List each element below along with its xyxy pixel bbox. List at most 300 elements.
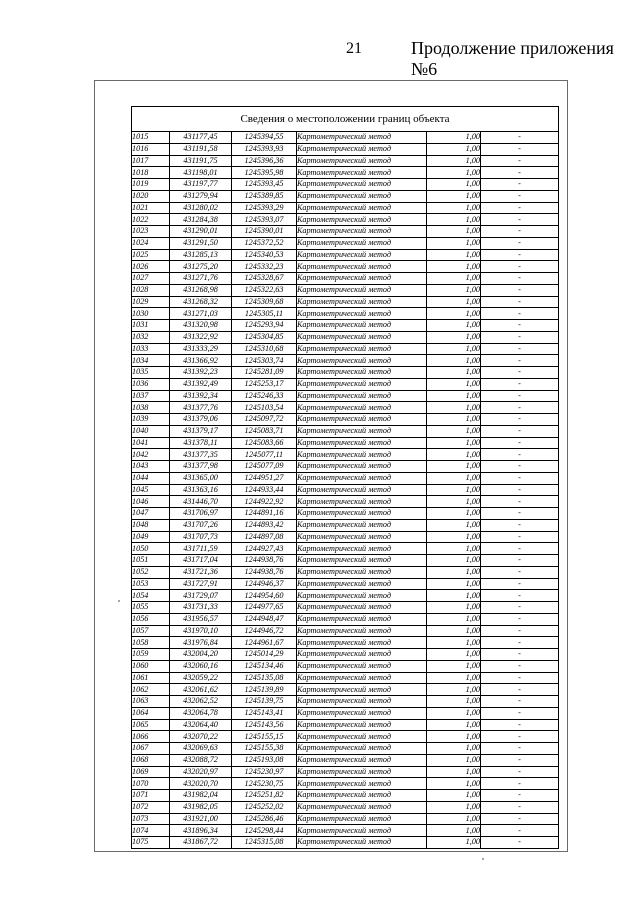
table-row [132,496,559,508]
coordinate-y-cell: 1245251,82 [232,790,297,802]
table-row [132,707,559,719]
precision-cell: 1,00 [427,402,481,414]
coordinate-x-cell: 431320,98 [170,320,232,332]
precision-cell: 1,00 [427,320,481,332]
precision-cell: 1,00 [427,143,481,155]
table-row [132,414,559,426]
point-number-cell: 1027 [132,273,170,285]
method-cell: Картометрический метод [297,672,427,684]
point-number-cell: 1058 [132,637,170,649]
precision-cell: 1,00 [427,261,481,273]
coordinate-y-cell: 1244933,44 [232,484,297,496]
table-row [132,390,559,402]
table-row [132,273,559,285]
table-row [132,449,559,461]
coordinate-x-cell: 432069,63 [170,743,232,755]
coordinate-x-cell: 431290,01 [170,226,232,238]
coordinate-x-cell: 431177,45 [170,132,232,144]
table-row [132,202,559,214]
note-cell: - [481,613,559,625]
table-body [132,132,559,849]
precision-cell: 1,00 [427,167,481,179]
method-cell: Картометрический метод [297,331,427,343]
point-number-cell: 1033 [132,343,170,355]
method-cell: Картометрический метод [297,754,427,766]
note-cell: - [481,496,559,508]
point-number-cell: 1028 [132,284,170,296]
coordinate-x-cell: 432020,70 [170,778,232,790]
coordinate-y-cell: 1245322,63 [232,284,297,296]
point-number-cell: 1074 [132,825,170,837]
point-number-cell: 1030 [132,308,170,320]
point-number-cell: 1048 [132,519,170,531]
method-cell: Картометрический метод [297,731,427,743]
point-number-cell: 1060 [132,660,170,672]
coordinate-y-cell: 1245103,54 [232,402,297,414]
coordinate-y-cell: 1245083,71 [232,425,297,437]
method-cell: Картометрический метод [297,167,427,179]
method-cell: Картометрический метод [297,508,427,520]
table-row [132,437,559,449]
method-cell: Картометрический метод [297,284,427,296]
point-number-cell: 1029 [132,296,170,308]
note-cell: - [481,132,559,144]
note-cell: - [481,202,559,214]
method-cell: Картометрический метод [297,226,427,238]
coordinate-x-cell: 431729,07 [170,590,232,602]
note-cell: - [481,566,559,578]
coordinate-y-cell: 1245139,75 [232,696,297,708]
point-number-cell: 1036 [132,378,170,390]
coordinate-x-cell: 432070,22 [170,731,232,743]
note-cell: - [481,519,559,531]
coordinate-y-cell: 1244954,60 [232,590,297,602]
note-cell: - [481,449,559,461]
method-cell: Картометрический метод [297,496,427,508]
coordinate-y-cell: 1245252,02 [232,801,297,813]
precision-cell: 1,00 [427,390,481,402]
method-cell: Картометрический метод [297,343,427,355]
point-number-cell: 1054 [132,590,170,602]
table-row [132,813,559,825]
precision-cell: 1,00 [427,719,481,731]
table-row [132,284,559,296]
method-cell: Картометрический метод [297,566,427,578]
method-cell: Картометрический метод [297,414,427,426]
precision-cell: 1,00 [427,484,481,496]
note-cell: - [481,214,559,226]
precision-cell: 1,00 [427,555,481,567]
coordinate-y-cell: 1245309,68 [232,296,297,308]
method-cell: Картометрический метод [297,707,427,719]
coordinate-x-cell: 432060,16 [170,660,232,672]
point-number-cell: 1015 [132,132,170,144]
page-number: 21 [346,40,362,57]
note-cell: - [481,719,559,731]
coordinate-y-cell: 1245281,09 [232,367,297,379]
table-row [132,637,559,649]
point-number-cell: 1070 [132,778,170,790]
note-cell: - [481,367,559,379]
point-number-cell: 1034 [132,355,170,367]
method-cell: Картометрический метод [297,472,427,484]
method-cell: Картометрический метод [297,390,427,402]
point-number-cell: 1026 [132,261,170,273]
note-cell: - [481,778,559,790]
coordinate-x-cell: 431711,59 [170,543,232,555]
point-number-cell: 1069 [132,766,170,778]
note-cell: - [481,837,559,849]
note-cell: - [481,696,559,708]
note-cell: - [481,320,559,332]
coordinate-x-cell: 431392,23 [170,367,232,379]
coordinate-y-cell: 1245293,94 [232,320,297,332]
method-cell: Картометрический метод [297,801,427,813]
note-cell: - [481,602,559,614]
precision-cell: 1,00 [427,472,481,484]
coordinate-x-cell: 431198,01 [170,167,232,179]
coordinate-x-cell: 431275,20 [170,261,232,273]
coordinate-x-cell: 431271,76 [170,273,232,285]
note-cell: - [481,355,559,367]
precision-cell: 1,00 [427,308,481,320]
precision-cell: 1,00 [427,355,481,367]
table-row [132,214,559,226]
precision-cell: 1,00 [427,367,481,379]
point-number-cell: 1037 [132,390,170,402]
coordinate-y-cell: 1244977,65 [232,602,297,614]
note-cell: - [481,402,559,414]
note-cell: - [481,754,559,766]
note-cell: - [481,261,559,273]
method-cell: Картометрический метод [297,555,427,567]
note-cell: - [481,414,559,426]
method-cell: Картометрический метод [297,719,427,731]
point-number-cell: 1059 [132,649,170,661]
coordinate-x-cell: 431191,58 [170,143,232,155]
coordinate-y-cell: 1244897,08 [232,531,297,543]
coordinate-y-cell: 1245305,11 [232,308,297,320]
table-row [132,531,559,543]
method-cell: Картометрический метод [297,179,427,191]
coordinate-y-cell: 1245193,08 [232,754,297,766]
note-cell: - [481,143,559,155]
note-cell: - [481,660,559,672]
precision-cell: 1,00 [427,672,481,684]
coordinate-x-cell: 431366,92 [170,355,232,367]
coordinate-y-cell: 1245304,85 [232,331,297,343]
precision-cell: 1,00 [427,766,481,778]
note-cell: - [481,249,559,261]
precision-cell: 1,00 [427,496,481,508]
method-cell: Картометрический метод [297,837,427,849]
table-row [132,519,559,531]
method-cell: Картометрический метод [297,296,427,308]
point-number-cell: 1061 [132,672,170,684]
point-number-cell: 1056 [132,613,170,625]
method-cell: Картометрический метод [297,602,427,614]
coordinate-x-cell: 432064,40 [170,719,232,731]
coordinate-y-cell: 1245393,45 [232,179,297,191]
coordinate-x-cell: 431982,04 [170,790,232,802]
coordinate-x-cell: 432064,78 [170,707,232,719]
note-cell: - [481,296,559,308]
scan-speck [482,858,484,860]
coordinate-x-cell: 431731,33 [170,602,232,614]
table-row [132,343,559,355]
precision-cell: 1,00 [427,449,481,461]
table-row [132,566,559,578]
coordinate-y-cell: 1245014,29 [232,649,297,661]
point-number-cell: 1046 [132,496,170,508]
precision-cell: 1,00 [427,437,481,449]
precision-cell: 1,00 [427,531,481,543]
precision-cell: 1,00 [427,414,481,426]
table-row [132,754,559,766]
point-number-cell: 1050 [132,543,170,555]
coordinate-y-cell: 1245155,38 [232,743,297,755]
precision-cell: 1,00 [427,202,481,214]
table-row [132,613,559,625]
note-cell: - [481,472,559,484]
precision-cell: 1,00 [427,273,481,285]
precision-cell: 1,00 [427,754,481,766]
coordinate-y-cell: 1245332,23 [232,261,297,273]
table-row [132,237,559,249]
table-row [132,801,559,813]
table-row [132,425,559,437]
note-cell: - [481,237,559,249]
precision-cell: 1,00 [427,684,481,696]
coordinate-x-cell: 431378,11 [170,437,232,449]
coordinate-y-cell: 1244891,16 [232,508,297,520]
coordinate-y-cell: 1244961,67 [232,637,297,649]
point-number-cell: 1045 [132,484,170,496]
method-cell: Картометрический метод [297,637,427,649]
method-cell: Картометрический метод [297,743,427,755]
point-number-cell: 1053 [132,578,170,590]
point-number-cell: 1072 [132,801,170,813]
note-cell: - [481,707,559,719]
table-row [132,143,559,155]
table-row [132,543,559,555]
note-cell: - [481,543,559,555]
table-row [132,378,559,390]
coordinate-y-cell: 1244893,42 [232,519,297,531]
table-row [132,367,559,379]
coordinate-y-cell: 1245315,08 [232,837,297,849]
note-cell: - [481,801,559,813]
table-title: Сведения о местоположении границ объекта [132,107,559,132]
point-number-cell: 1065 [132,719,170,731]
point-number-cell: 1042 [132,449,170,461]
point-number-cell: 1035 [132,367,170,379]
table-row [132,555,559,567]
point-number-cell: 1068 [132,754,170,766]
table-row [132,625,559,637]
point-number-cell: 1032 [132,331,170,343]
point-number-cell: 1047 [132,508,170,520]
method-cell: Картометрический метод [297,355,427,367]
table-row [132,132,559,144]
table-row [132,261,559,273]
coordinate-y-cell: 1244927,43 [232,543,297,555]
precision-cell: 1,00 [427,637,481,649]
coordinate-y-cell: 1245303,74 [232,355,297,367]
note-cell: - [481,343,559,355]
coordinate-y-cell: 1245286,46 [232,813,297,825]
note-cell: - [481,226,559,238]
table-row [132,461,559,473]
precision-cell: 1,00 [427,519,481,531]
table-row [132,308,559,320]
point-number-cell: 1024 [132,237,170,249]
coordinate-x-cell: 431976,84 [170,637,232,649]
coordinate-x-cell: 431867,72 [170,837,232,849]
precision-cell: 1,00 [427,190,481,202]
coordinate-x-cell: 431717,04 [170,555,232,567]
coordinate-x-cell: 431896,34 [170,825,232,837]
method-cell: Картометрический метод [297,202,427,214]
point-number-cell: 1039 [132,414,170,426]
coordinate-y-cell: 1244922,92 [232,496,297,508]
point-number-cell: 1025 [132,249,170,261]
precision-cell: 1,00 [427,249,481,261]
coordinate-x-cell: 431279,94 [170,190,232,202]
note-cell: - [481,508,559,520]
coordinate-y-cell: 1245328,67 [232,273,297,285]
method-cell: Картометрический метод [297,261,427,273]
table-row [132,249,559,261]
precision-cell: 1,00 [427,778,481,790]
note-cell: - [481,766,559,778]
coordinate-x-cell: 431379,06 [170,414,232,426]
precision-cell: 1,00 [427,743,481,755]
precision-cell: 1,00 [427,226,481,238]
note-cell: - [481,179,559,191]
note-cell: - [481,531,559,543]
table-row [132,190,559,202]
coordinate-y-cell: 1245393,07 [232,214,297,226]
coordinate-y-cell: 1245230,97 [232,766,297,778]
note-cell: - [481,425,559,437]
note-cell: - [481,672,559,684]
note-cell: - [481,378,559,390]
precision-cell: 1,00 [427,378,481,390]
method-cell: Картометрический метод [297,625,427,637]
precision-cell: 1,00 [427,508,481,520]
note-cell: - [481,590,559,602]
method-cell: Картометрический метод [297,696,427,708]
precision-cell: 1,00 [427,707,481,719]
coordinate-y-cell: 1245135,08 [232,672,297,684]
method-cell: Картометрический метод [297,132,427,144]
coordinate-y-cell: 1245230,75 [232,778,297,790]
coordinate-y-cell: 1245340,53 [232,249,297,261]
note-cell: - [481,825,559,837]
precision-cell: 1,00 [427,731,481,743]
coordinate-x-cell: 431392,49 [170,378,232,390]
point-number-cell: 1057 [132,625,170,637]
method-cell: Картометрический метод [297,273,427,285]
point-number-cell: 1038 [132,402,170,414]
precision-cell: 1,00 [427,425,481,437]
coordinate-y-cell: 1245298,44 [232,825,297,837]
precision-cell: 1,00 [427,801,481,813]
note-cell: - [481,790,559,802]
boundary-coordinates-table [131,106,559,849]
coordinate-y-cell: 1245372,52 [232,237,297,249]
point-number-cell: 1051 [132,555,170,567]
point-number-cell: 1022 [132,214,170,226]
method-cell: Картометрический метод [297,649,427,661]
note-cell: - [481,155,559,167]
coordinate-x-cell: 432062,52 [170,696,232,708]
note-cell: - [481,461,559,473]
coordinate-y-cell: 1245253,17 [232,378,297,390]
coordinate-y-cell: 1245389,85 [232,190,297,202]
point-number-cell: 1031 [132,320,170,332]
coordinate-y-cell: 1244938,76 [232,555,297,567]
precision-cell: 1,00 [427,566,481,578]
coordinate-x-cell: 431379,17 [170,425,232,437]
point-number-cell: 1044 [132,472,170,484]
table-row [132,778,559,790]
method-cell: Картометрический метод [297,367,427,379]
method-cell: Картометрический метод [297,214,427,226]
coordinate-y-cell: 1245143,56 [232,719,297,731]
coordinate-x-cell: 431365,00 [170,472,232,484]
point-number-cell: 1066 [132,731,170,743]
table-row [132,743,559,755]
precision-cell: 1,00 [427,590,481,602]
coordinate-x-cell: 431291,50 [170,237,232,249]
precision-cell: 1,00 [427,825,481,837]
method-cell: Картометрический метод [297,249,427,261]
method-cell: Картометрический метод [297,578,427,590]
coordinate-x-cell: 431268,32 [170,296,232,308]
coordinate-x-cell: 431956,57 [170,613,232,625]
method-cell: Картометрический метод [297,237,427,249]
note-cell: - [481,684,559,696]
method-cell: Картометрический метод [297,155,427,167]
table-row [132,484,559,496]
appendix-title: Продолжение приложения №6 [411,38,614,79]
coordinate-y-cell: 1245246,33 [232,390,297,402]
coordinate-y-cell: 1245393,29 [232,202,297,214]
point-number-cell: 1040 [132,425,170,437]
coordinate-y-cell: 1245134,46 [232,660,297,672]
table-row [132,649,559,661]
precision-cell: 1,00 [427,578,481,590]
table-row [132,402,559,414]
note-cell: - [481,273,559,285]
precision-cell: 1,00 [427,837,481,849]
point-number-cell: 1019 [132,179,170,191]
method-cell: Картометрический метод [297,378,427,390]
table-row [132,719,559,731]
table-row [132,472,559,484]
method-cell: Картометрический метод [297,437,427,449]
table-row [132,766,559,778]
coordinate-x-cell: 431333,29 [170,343,232,355]
note-cell: - [481,625,559,637]
coordinate-y-cell: 1245077,11 [232,449,297,461]
precision-cell: 1,00 [427,625,481,637]
method-cell: Картометрический метод [297,590,427,602]
table-row [132,167,559,179]
precision-cell: 1,00 [427,296,481,308]
